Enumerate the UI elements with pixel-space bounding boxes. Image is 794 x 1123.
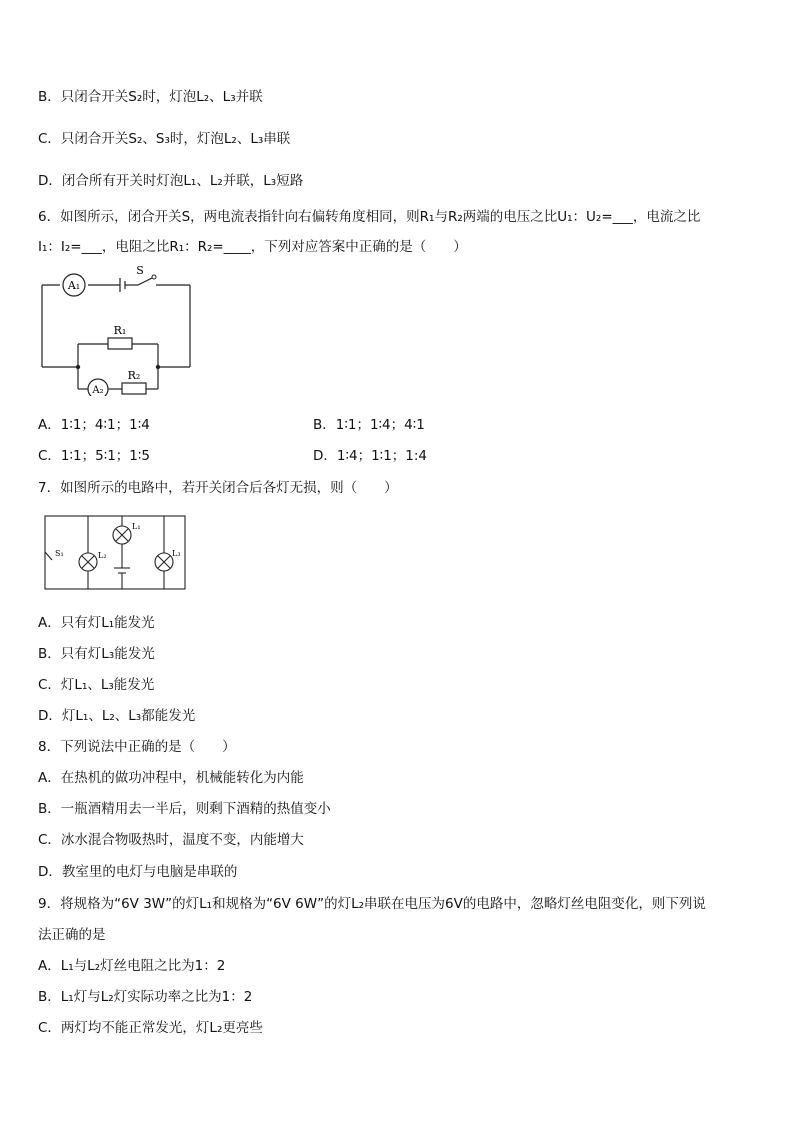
q9-option-a: A．L₁与L₂灯丝电阻之比为1：2	[38, 958, 226, 974]
q8-option-d: D．教室里的电灯与电脑是串联的	[38, 864, 238, 880]
lamp-l2-label: L₂	[98, 551, 107, 560]
q9-stem-line1: 9．将规格为“6V 3W”的灯L₁和规格为“6V 6W”的灯L₂串联在电压为6V的电路中，忽略灯丝电阻变化，则下列说	[38, 896, 706, 912]
switch-s1-label: S₁	[55, 549, 64, 558]
lamp-l1-label: L₁	[132, 522, 141, 531]
q6-option-a: A．1∶1；4∶1；1∶4	[38, 417, 150, 433]
q5-option-b: B．只闭合开关S₂时，灯泡L₂、L₃并联	[38, 89, 263, 105]
q7-option-a: A．只有灯L₁能发光	[38, 615, 155, 631]
q9-stem-line2: 法正确的是	[38, 927, 106, 943]
q5-option-c: C．只闭合开关S₂、S₃时，灯泡L₂、L₃串联	[38, 131, 291, 147]
q8-option-b: B．一瓶酒精用去一半后，则剩下酒精的热值变小	[38, 801, 331, 817]
lamp-l3-label: L₃	[172, 549, 181, 558]
q7-circuit-diagram	[42, 512, 192, 592]
q5-option-d: D．闭合所有开关时灯泡L₁、L₂并联，L₃短路	[38, 173, 304, 189]
ammeter-a2-label: A₂	[92, 385, 104, 396]
switch-s-label: S	[136, 266, 144, 277]
q7-option-c: C．灯L₁、L₃能发光	[38, 677, 155, 693]
q9-option-b: B．L₁灯与L₂灯实际功率之比为1：2	[38, 989, 253, 1005]
q9-option-c: C．两灯均不能正常发光，灯L₂更亮些	[38, 1020, 263, 1036]
q6-option-c: C．1∶1；5∶1；1∶5	[38, 448, 151, 464]
q8-stem: 8．下列说法中正确的是（ ）	[38, 739, 236, 755]
resistor-r1-label: R₁	[113, 324, 127, 337]
q8-option-a: A．在热机的做功冲程中，机械能转化为内能	[38, 770, 304, 786]
q7-option-b: B．只有灯L₃能发光	[38, 646, 155, 662]
q7-stem: 7．如图所示的电路中，若开关闭合后各灯无损，则（ ）	[38, 480, 398, 496]
q6-stem-line2: I₁：I₂=___，电阻之比R₁：R₂=____，下列对应答案中正确的是（ ）	[38, 239, 467, 255]
ammeter-a1-label: A₁	[67, 279, 81, 292]
resistor-r2-label: R₂	[127, 369, 141, 382]
q8-option-c: C．冰水混合物吸热时，温度不变，内能增大	[38, 832, 304, 848]
q6-circuit-diagram	[36, 266, 206, 396]
q7-option-d: D．灯L₁、L₂、L₃都能发光	[38, 708, 196, 724]
q6-stem-line1: 6．如图所示，闭合开关S，两电流表指针向右偏转角度相同，则R₁与R₂两端的电压之比U₁：U₂=___，电流之比	[38, 209, 701, 225]
q6-option-d: D．1∶4；1∶1；1:4	[313, 448, 428, 464]
q6-option-b: B．1∶1；1∶4；4∶1	[313, 417, 425, 433]
